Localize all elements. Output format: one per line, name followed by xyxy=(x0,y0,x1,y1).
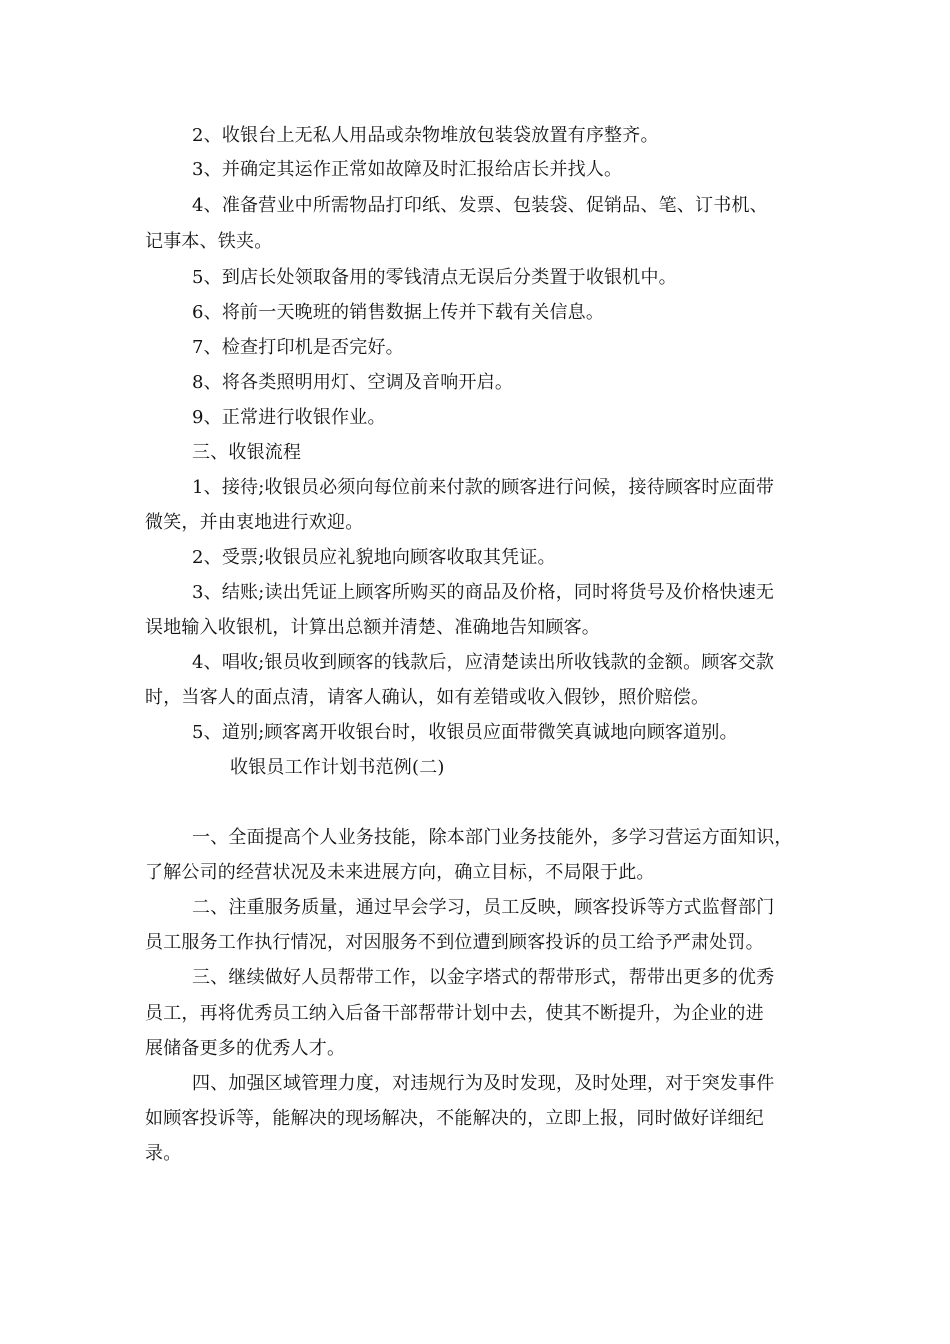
paragraph-line: 2、收银台上无私人用品或杂物堆放包装袋放置有序整齐。 xyxy=(192,125,659,146)
paragraph-line: 5、到店长处领取备用的零钱清点无误后分类置于收银机中。 xyxy=(192,267,677,288)
paragraph-line: 6、将前一天晚班的销售数据上传并下载有关信息。 xyxy=(192,302,605,323)
paragraph-line: 微笑，并由衷地进行欢迎。 xyxy=(145,512,364,533)
paragraph-line: 员工，再将优秀员工纳入后备干部帮带计划中去，使其不断提升，为企业的进 xyxy=(145,1003,764,1024)
paragraph-line: 记事本、铁夹。 xyxy=(145,231,273,252)
paragraph-line: 9、正常进行收银作业。 xyxy=(192,407,386,428)
paragraph-line: 二、注重服务质量，通过早会学习，员工反映，顾客投诉等方式监督部门 xyxy=(192,897,775,918)
paragraph-line: 员工服务工作执行情况，对因服务不到位遭到顾客投诉的员工给予严肃处罚。 xyxy=(145,932,764,953)
paragraph-line: 误地输入收银机，计算出总额并清楚、准确地告知顾客。 xyxy=(145,617,600,638)
paragraph-line: 5、道别;顾客离开收银台时，收银员应面带微笑真诚地向顾客道别。 xyxy=(192,722,738,743)
paragraph-line: 三、继续做好人员帮带工作，以金字塔式的帮带形式，帮带出更多的优秀 xyxy=(192,967,775,988)
paragraph-line: 录。 xyxy=(145,1143,182,1164)
section-heading: 三、收银流程 xyxy=(192,442,302,463)
paragraph-line: 4、唱收;银员收到顾客的钱款后，应清楚读出所收钱款的金额。顾客交款 xyxy=(192,652,775,673)
paragraph-line: 1、接待;收银员必须向每位前来付款的顾客进行问候，接待顾客时应面带 xyxy=(192,477,775,498)
section-title: 收银员工作计划书范例(二) xyxy=(230,757,445,778)
paragraph-line: 如顾客投诉等，能解决的现场解决，不能解决的，立即上报，同时做好详细纪 xyxy=(145,1108,764,1129)
paragraph-line: 展储备更多的优秀人才。 xyxy=(145,1038,346,1059)
paragraph-line: 3、并确定其运作正常如故障及时汇报给店长并找人。 xyxy=(192,159,623,180)
paragraph-line: 7、检查打印机是否完好。 xyxy=(192,337,404,358)
paragraph-line: 一、全面提高个人业务技能，除本部门业务技能外，多学习营运方面知识， xyxy=(192,827,793,848)
paragraph-line: 四、加强区域管理力度，对违规行为及时发现，及时处理，对于突发事件 xyxy=(192,1073,775,1094)
paragraph-line: 2、受票;收银员应礼貌地向顾客收取其凭证。 xyxy=(192,547,556,568)
paragraph-line: 时，当客人的面点清，请客人确认，如有差错或收入假钞，照价赔偿。 xyxy=(145,687,710,708)
paragraph-line: 了解公司的经营状况及未来进展方向，确立目标，不局限于此。 xyxy=(145,862,655,883)
paragraph-line: 4、准备营业中所需物品打印纸、发票、包装袋、促销品、笔、订书机、 xyxy=(192,195,768,216)
paragraph-line: 3、结账;读出凭证上顾客所购买的商品及价格，同时将货号及价格快速无 xyxy=(192,582,775,603)
paragraph-line: 8、将各类照明用灯、空调及音响开启。 xyxy=(192,372,514,393)
